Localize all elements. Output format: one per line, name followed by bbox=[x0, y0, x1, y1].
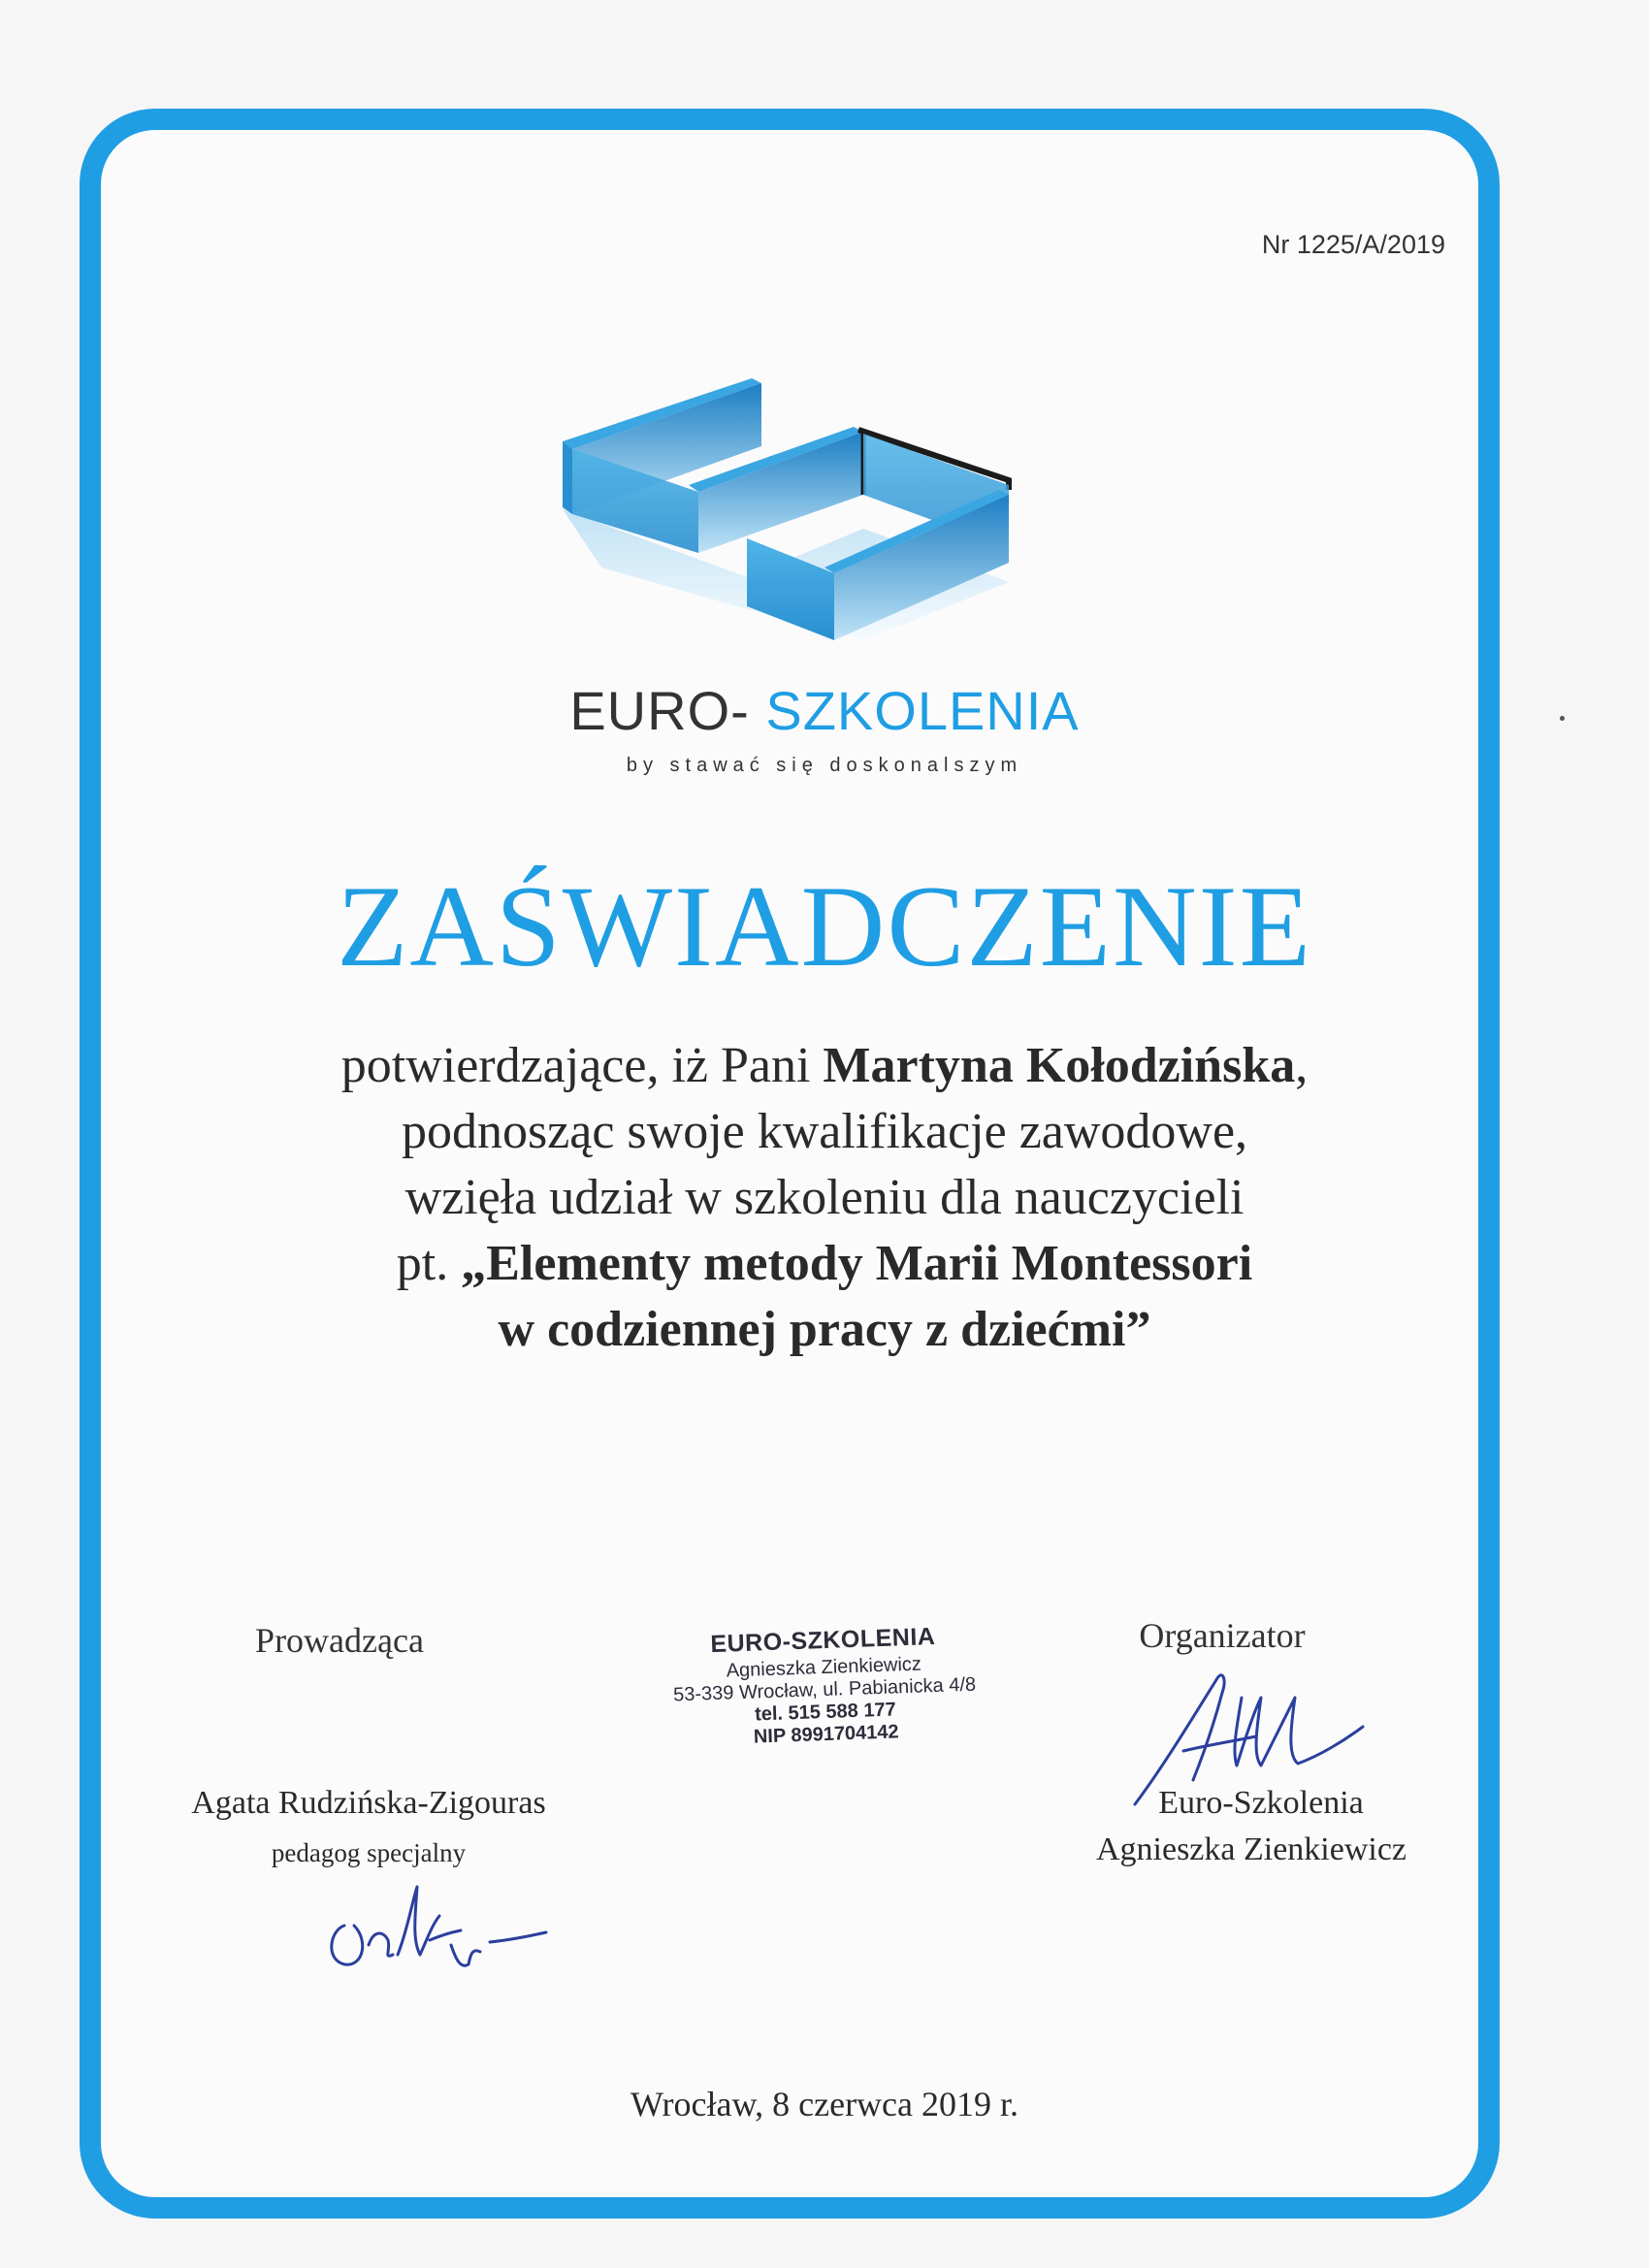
stamp-line-5: NIP 8991704142 bbox=[753, 1721, 899, 1748]
brand-szkolenia: SZKOLENIA bbox=[765, 680, 1080, 741]
body-line-1 bbox=[146, 1033, 1504, 1099]
stamp-line-1: EURO-SZKOLENIA bbox=[709, 1622, 936, 1659]
brand-wordmark bbox=[0, 680, 1649, 741]
lead-name: Agata Rudzińska-Zigouras bbox=[191, 1785, 546, 1821]
body-line-1-prefix: potwierdzające, iż Pani bbox=[340, 1038, 824, 1093]
euro-szkolenia-logo-icon bbox=[543, 373, 1048, 655]
stamp-line-3: 53-339 Wrocław, ul. Pabianicka 4/8 bbox=[672, 1673, 977, 1706]
body-line-2: podnosząc swoje kwalifikacje zawodowe, bbox=[401, 1104, 1248, 1159]
stamp-line-2: Agnieszka Zienkiewicz bbox=[726, 1653, 922, 1682]
stamp-line-4: tel. 515 588 177 bbox=[754, 1699, 897, 1726]
certificate-title: ZAŚWIADCZENIE bbox=[337, 861, 1312, 990]
body-line-4-prefix: pt. bbox=[396, 1236, 462, 1291]
person-name: Martyna Kołodzińska bbox=[823, 1038, 1296, 1093]
course-title-line-2: w codziennej pracy z dziećmi” bbox=[498, 1302, 1151, 1357]
document-number: Nr 1225/A/2019 bbox=[1261, 230, 1445, 259]
brand-euro: EURO- bbox=[569, 680, 750, 741]
lead-label: Prowadząca bbox=[255, 1621, 424, 1660]
organizer-name-2: Agnieszka Zienkiewicz bbox=[1095, 1831, 1407, 1867]
body-line-1-suffix: , bbox=[1295, 1038, 1309, 1093]
company-stamp bbox=[590, 1619, 1059, 1755]
lead-signature-icon bbox=[315, 1872, 548, 1979]
organizer-name-1: Euro-Szkolenia bbox=[1158, 1785, 1364, 1821]
certificate-body bbox=[146, 1033, 1504, 1363]
brand-tagline: by stawać się doskonalszym bbox=[626, 755, 1023, 776]
organizer-label: Organizator bbox=[1139, 1616, 1306, 1655]
body-line-3: wzięła udział w szkoleniu dla nauczycieli bbox=[404, 1170, 1245, 1225]
body-line-5 bbox=[146, 1297, 1504, 1363]
place-and-date: Wrocław, 8 czerwca 2019 r. bbox=[630, 2085, 1019, 2123]
body-line-4 bbox=[146, 1231, 1504, 1297]
lead-role: pedagog specjalny bbox=[271, 1838, 467, 1867]
course-title-line-1: „Elementy metody Marii Montessori bbox=[461, 1236, 1253, 1291]
